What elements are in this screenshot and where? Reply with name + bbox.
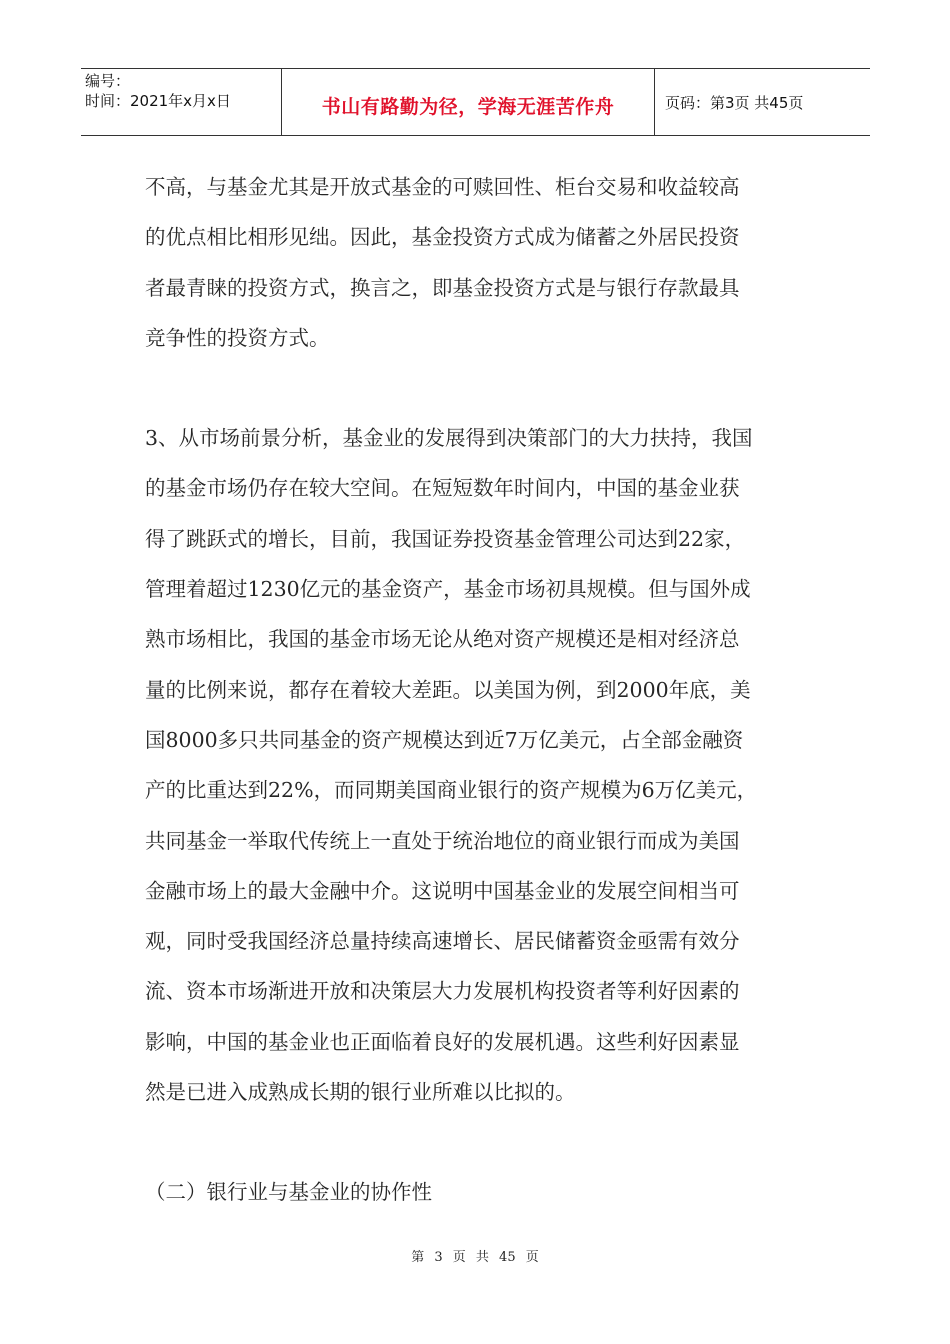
text-line: 得了跳跃式的增长，目前，我国证券投资基金管理公司达到22家， bbox=[145, 526, 746, 551]
text-line: 影响，中国的基金业也正面临着良好的发展机遇。这些利好因素显 bbox=[145, 1029, 740, 1054]
paragraph-1 bbox=[145, 162, 805, 363]
page-header bbox=[81, 68, 870, 136]
header-meta bbox=[81, 69, 282, 135]
text-line: 观，同时受我国经济总量持续高速增长、居民储蓄资金亟需有效分 bbox=[145, 929, 740, 954]
text-line: 的优点相比相形见绌。因此，基金投资方式成为储蓄之外居民投资 bbox=[145, 225, 740, 250]
header-page-code: 页码：第3页 共45页 bbox=[665, 93, 804, 112]
document-number-label: 编号： bbox=[85, 72, 131, 90]
text-line: 不高，与基金尤其是开放式基金的可赎回性、柜台交易和收益较高 bbox=[145, 175, 740, 199]
text-line: 然是已进入成熟成长期的银行业所难以比拟的。 bbox=[145, 1080, 576, 1105]
header-page-code-cell bbox=[655, 69, 870, 135]
header-motto-cell bbox=[282, 69, 655, 135]
text-line: 共同基金一举取代传统上一直处于统治地位的商业银行而成为美国 bbox=[145, 828, 740, 853]
paragraph-spacer bbox=[145, 1117, 805, 1167]
text-line: 者最青睐的投资方式，换言之，即基金投资方式是与银行存款最具 bbox=[145, 275, 740, 300]
paragraph-spacer bbox=[145, 363, 805, 413]
text-line: 3、从市场前景分析，基金业的发展得到决策部门的大力扶持，我国 bbox=[145, 426, 753, 451]
text-line: 竞争性的投资方式。 bbox=[145, 325, 330, 350]
text-line: 熟市场相比，我国的基金市场无论从绝对资产规模还是相对经济总 bbox=[145, 627, 740, 652]
paragraph-2 bbox=[145, 413, 805, 1117]
document-body bbox=[145, 162, 805, 1218]
header-motto: 书山有路勤为径，学海无涯苦作舟 bbox=[321, 95, 615, 118]
text-line: 产的比重达到22%，而同期美国商业银行的资产规模为6万亿美元， bbox=[145, 778, 758, 803]
text-line: 国8000多只共同基金的资产规模达到近7万亿美元，占全部金融资 bbox=[145, 727, 744, 752]
document-time-label: 时间：2021年x月x日 bbox=[85, 92, 231, 110]
section-heading: （二）银行业与基金业的协作性 bbox=[145, 1180, 432, 1205]
text-line: 管理着超过1230亿元的基金资产，基金市场初具规模。但与国外成 bbox=[145, 577, 751, 602]
text-line: 的基金市场仍存在较大空间。在短短数年时间内，中国的基金业获 bbox=[145, 476, 740, 501]
page-footer: 第 3 页 共 45 页 bbox=[411, 1250, 539, 1265]
text-line: 流、资本市场渐进开放和决策层大力发展机构投资者等利好因素的 bbox=[145, 979, 740, 1004]
text-line: 金融市场上的最大金融中介。这说明中国基金业的发展空间相当可 bbox=[145, 878, 740, 903]
text-line: 量的比例来说，都存在着较大差距。以美国为例，到2000年底，美 bbox=[145, 677, 751, 702]
